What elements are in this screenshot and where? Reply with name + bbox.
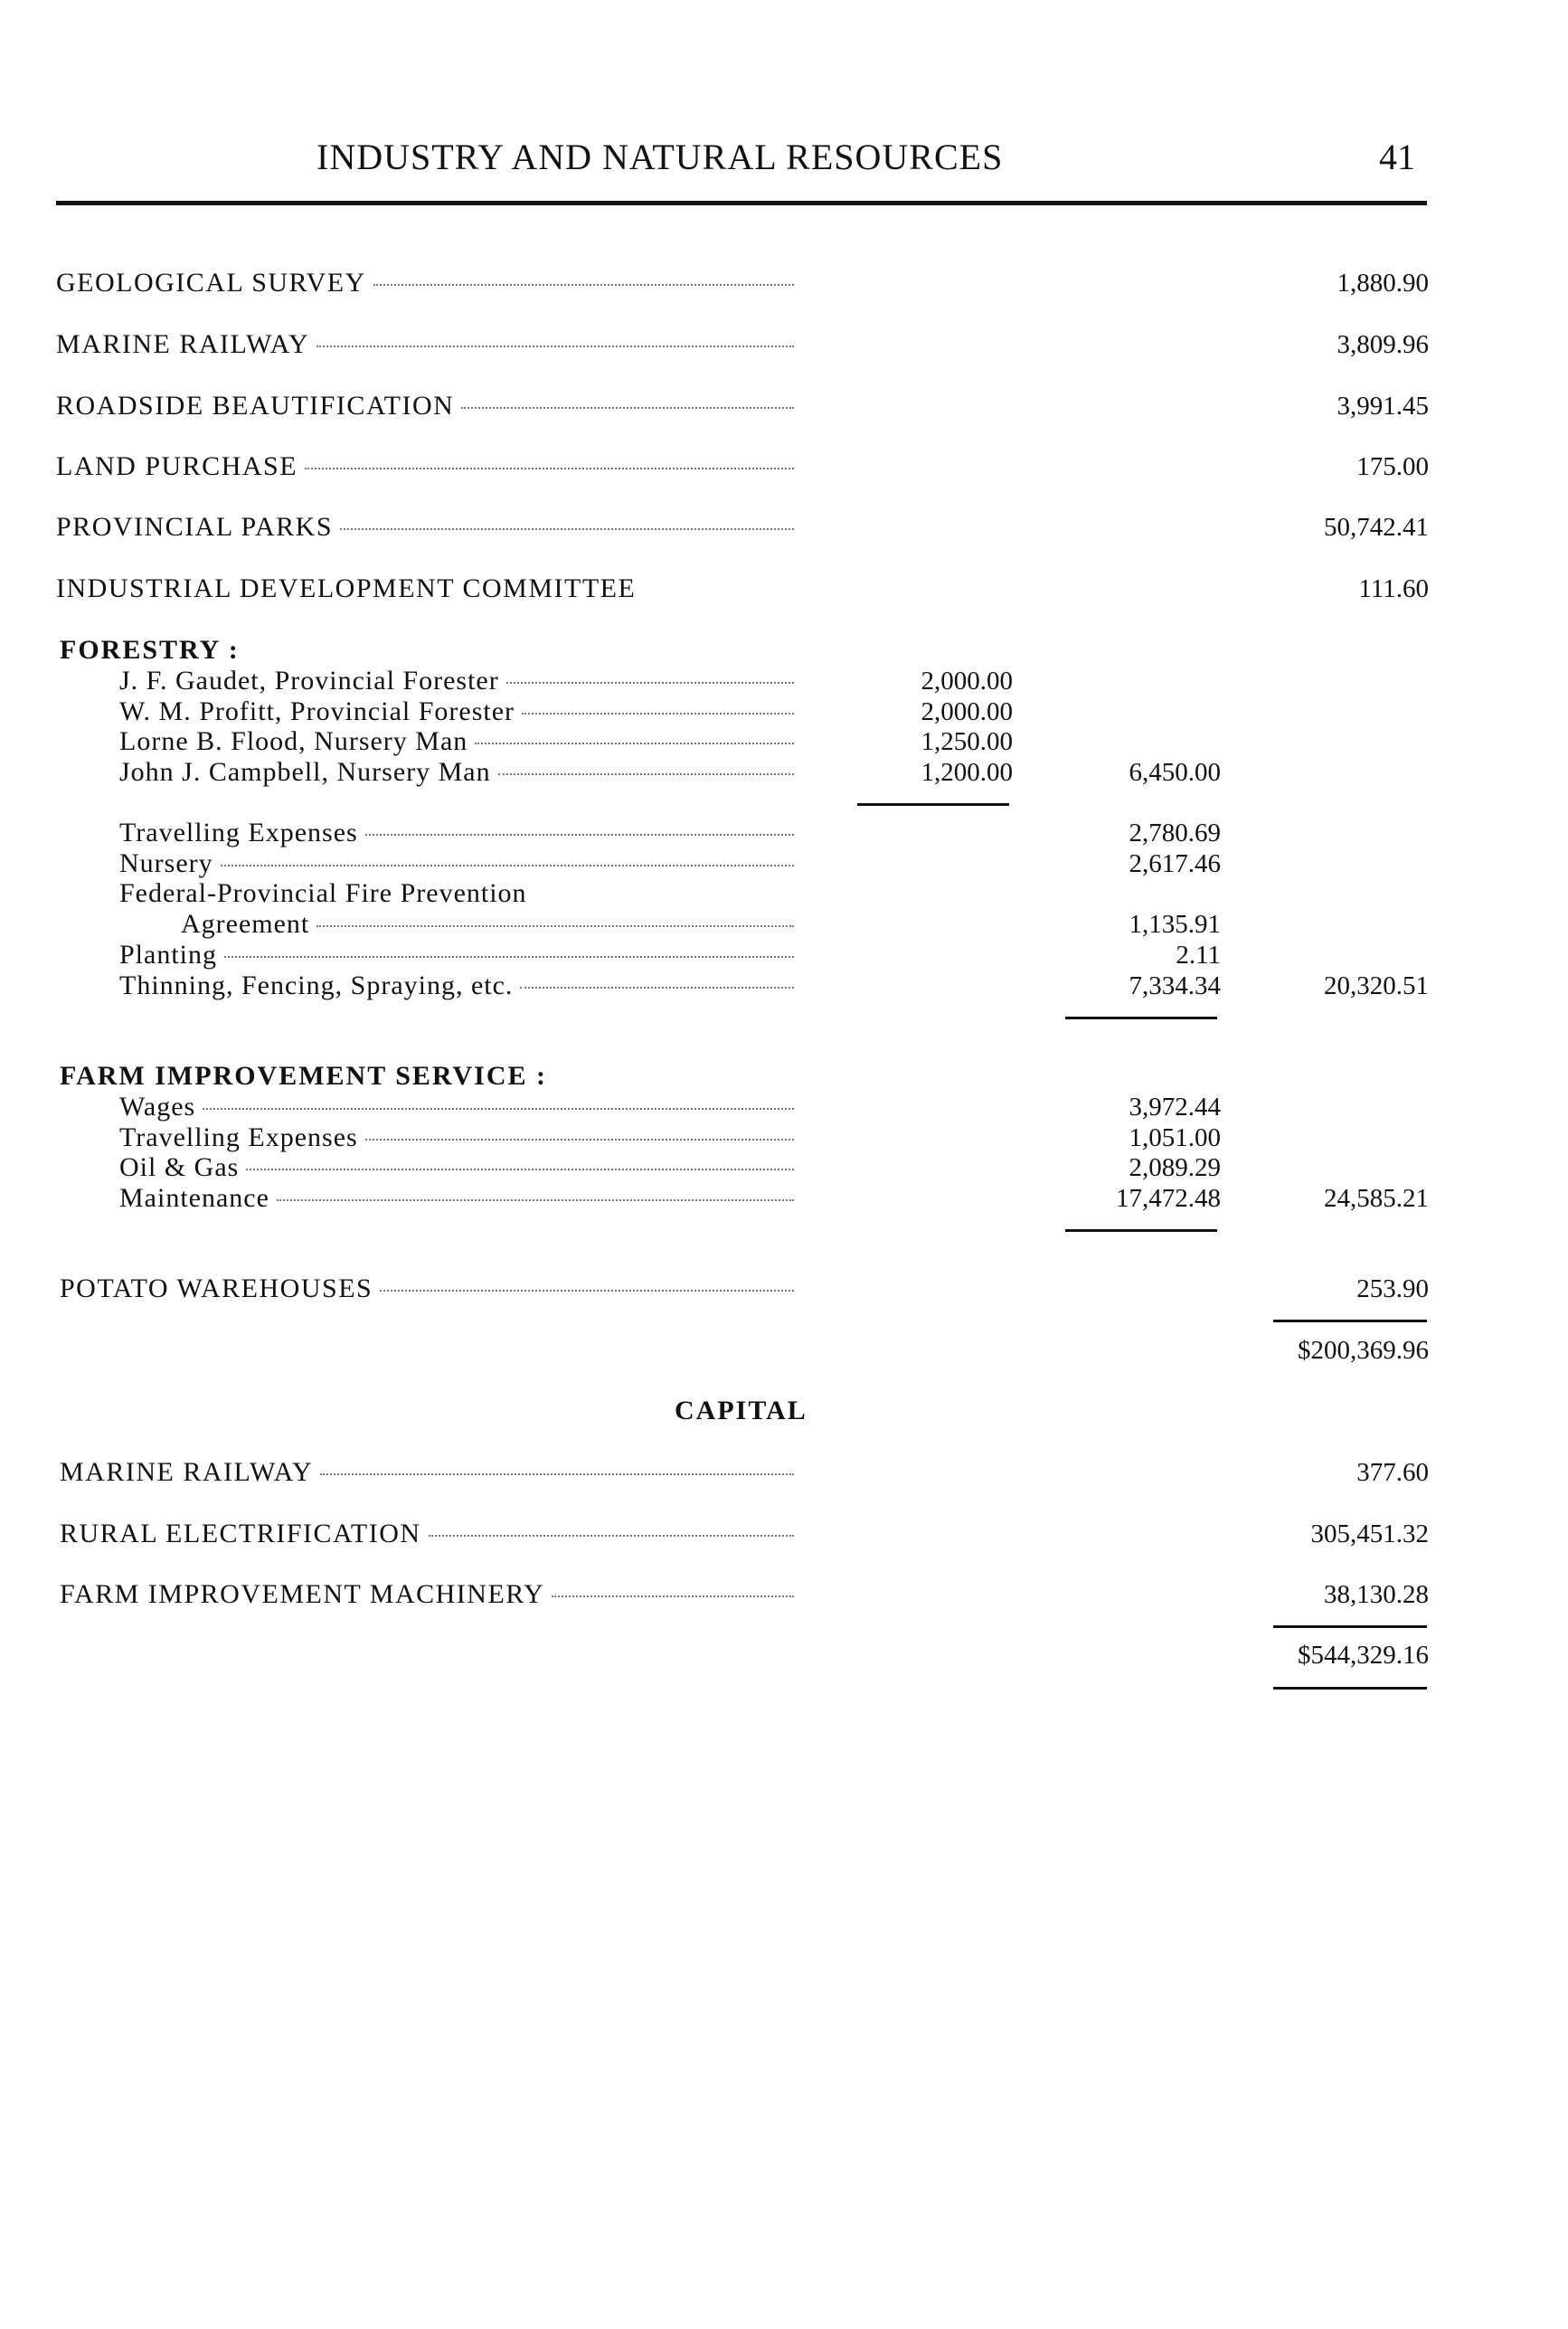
expense-amount: 2.11 xyxy=(1176,941,1221,970)
salary-amount: 2,000.00 xyxy=(921,697,1013,726)
expense-amount: 7,334.34 xyxy=(1129,971,1221,1000)
page-header-title: INDUSTRY AND NATURAL RESOURCES xyxy=(316,137,1004,177)
grand-total-rule xyxy=(1273,1687,1427,1690)
farm-item-label: Wages xyxy=(119,1090,794,1124)
grand-total: $544,329.16 xyxy=(1298,1641,1429,1670)
item-label: LAND PURCHASE xyxy=(56,450,794,484)
salary-label: Lorne B. Flood, Nursery Man xyxy=(119,724,794,759)
salary-amount: 2,000.00 xyxy=(921,667,1013,696)
item-amount: 1,880.90 xyxy=(1337,269,1429,298)
farm-item-amount: 2,089.29 xyxy=(1129,1153,1221,1182)
farm-item-label: Maintenance xyxy=(119,1181,794,1216)
capital-item-amount: 377.60 xyxy=(1356,1458,1429,1487)
salaries-rule xyxy=(857,803,1009,806)
salary-amount: 1,250.00 xyxy=(921,727,1013,756)
item-amount: 3,991.45 xyxy=(1337,392,1429,421)
expense-label: Federal-Provincial Fire Prevention xyxy=(119,878,527,908)
farm-item-amount: 17,472.48 xyxy=(1116,1184,1221,1213)
item-amount: 3,809.96 xyxy=(1337,330,1429,359)
potato-amount: 253.90 xyxy=(1356,1274,1429,1303)
expense-label: Travelling Expenses xyxy=(119,816,794,850)
farm-improvement-rule xyxy=(1065,1229,1217,1232)
capital-rule xyxy=(1273,1625,1427,1628)
item-label: PROVINCIAL PARKS xyxy=(56,510,794,544)
item-amount: 175.00 xyxy=(1356,452,1429,481)
expense-label: Agreement xyxy=(181,907,794,942)
salary-label: J. F. Gaudet, Provincial Forester xyxy=(119,664,794,698)
expense-label: Planting xyxy=(119,938,794,972)
capital-item-label: MARINE RAILWAY xyxy=(60,1455,794,1490)
capital-item-amount: 305,451.32 xyxy=(1310,1520,1429,1548)
capital-item-amount: 38,130.28 xyxy=(1324,1580,1429,1609)
subtotal-rule xyxy=(1273,1320,1427,1322)
farm-item-label: Oil & Gas xyxy=(119,1150,794,1185)
farm-item-amount: 3,972.44 xyxy=(1129,1093,1221,1122)
item-amount: 50,742.41 xyxy=(1324,513,1429,542)
capital-heading: CAPITAL xyxy=(675,1396,808,1425)
expense-label: Nursery xyxy=(119,847,794,881)
farm-item-label: Travelling Expenses xyxy=(119,1121,794,1155)
salary-label: W. M. Profitt, Provincial Forester xyxy=(119,695,794,729)
farm-item-amount: 1,051.00 xyxy=(1129,1123,1221,1152)
farm-improvement-heading: FARM IMPROVEMENT SERVICE : xyxy=(60,1061,548,1091)
header-rule xyxy=(56,201,1427,205)
expense-label: Thinning, Fencing, Spraying, etc. xyxy=(119,969,794,1003)
item-amount: 111.60 xyxy=(1358,574,1429,603)
item-label: ROADSIDE BEAUTIFICATION xyxy=(56,389,794,423)
item-label: INDUSTRIAL DEVELOPMENT COMMITTEE xyxy=(56,573,637,603)
expense-amount: 2,780.69 xyxy=(1129,819,1221,847)
salary-label: John J. Campbell, Nursery Man xyxy=(119,755,794,790)
capital-item-label: RURAL ELECTRIFICATION xyxy=(60,1517,794,1551)
forestry-heading: FORESTRY : xyxy=(60,635,240,665)
salaries-total: 6,450.00 xyxy=(1129,758,1221,787)
potato-label: POTATO WAREHOUSES xyxy=(60,1272,794,1306)
capital-item-label: FARM IMPROVEMENT MACHINERY xyxy=(60,1577,794,1612)
expense-amount: 1,135.91 xyxy=(1129,910,1221,939)
item-label: MARINE RAILWAY xyxy=(56,327,794,362)
subtotal-amount: $200,369.96 xyxy=(1298,1336,1429,1365)
salary-amount: 1,200.00 xyxy=(921,758,1013,787)
expense-amount: 2,617.46 xyxy=(1129,849,1221,878)
farm-improvement-total: 24,585.21 xyxy=(1324,1184,1429,1213)
forestry-total: 20,320.51 xyxy=(1324,971,1429,1000)
forestry-rule xyxy=(1065,1017,1217,1019)
item-label: GEOLOGICAL SURVEY xyxy=(56,266,794,300)
page-number: 41 xyxy=(1379,137,1415,177)
